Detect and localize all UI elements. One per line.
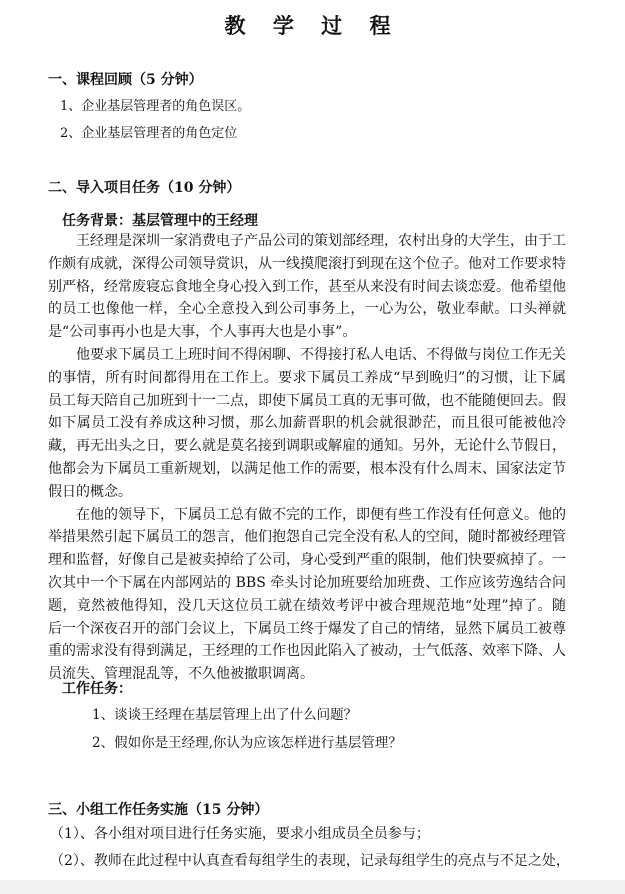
case-text bbox=[48, 230, 566, 686]
work-task-2: 2、假如你是王经理,你认为应该怎样进行基层管理？ bbox=[92, 735, 402, 751]
page-title: 教 学 过 程 bbox=[224, 13, 401, 38]
section3-item-2: （2）、教师在此过程中认真查看每组学生的表现，记录每组学生的亮点与不足之处， bbox=[50, 853, 570, 869]
section3-heading: 三、小组工作任务实施（15 分钟） bbox=[48, 802, 269, 818]
section2-heading: 二、导入项目任务（10 分钟） bbox=[48, 180, 241, 196]
work-task-1: 1、谈谈王经理在基层管理上出了什么问题？ bbox=[92, 707, 358, 723]
case-paragraph-1: 王经理是深圳一家消费电子产品公司的策划部经理，农村出身的大学生，由于工作颇有成就，深得公司领导赏识，从一线摸爬滚打到现在这个位子。他对工作要求特别严格，经常废寝忘食地全身心投入到工作，甚至从来没有时间去谈恋爱。他希望他的员工也像他一样，全心全意投入到公司事务上，一心为公，敬业奉献。口头禅就是“公司事再小也是大事，个人事再大也是小事”。 bbox=[48, 233, 566, 341]
section1-item-1: 1、企业基层管理者的角色误区。 bbox=[60, 99, 251, 114]
case-paragraph-3: 在他的领导下，下属员工总有做不完的工作，即便有些工作没有任何意义。他的举措果然引起下属员工的怨言，他们抱怨自己完全没有私人的空间，随时都被经理管理和监督，好像自己是被卖掉给了公司，身心受到严重的限制，他们快要疯掉了。一次其中一个下属在内部网站的 BBS 牵头讨论加班要给加班费、工作应该劳逸结合问题，竟然被他得知，没几天这位员工就在绩效考评中被合理规范地“处理”掉了。随后一个深夜召开的部门会议上，下属员工终于爆发了自己的情绪，显然下属员工被尊重的需求没有得到满足，王经理的工作也因此陷入了被动，士气低落、效率下降、人员流失、管理混乱等，不久他被撤职调离。 bbox=[48, 506, 566, 683]
case-paragraph-2: 他要求下属员工上班时间不得闲聊、不得接打私人电话、不得做与岗位工作无关的事情，所有时间都得用在工作上。要求下属员工养成“早到晚归”的习惯，让下属员工每天陪自己加班到十一二点，即使下属员工真的无事可做，也不能随便回去。假如下属员工没有养成这种习惯，那么加薪晋职的机会就很渺茫，而且很可能被他冷藏，再无出头之日，要么就是莫名接到调职或解雇的通知。另外，无论什么节假日，他都会为下属员工重新规划，以满足他工作的需要，根本没有什么周末、国家法定节假日的概念。 bbox=[48, 346, 566, 500]
section1-item-2: 2、企业基层管理者的角色定位 bbox=[60, 126, 238, 141]
page-bottom-edge bbox=[0, 880, 625, 894]
section3-item-1: （1）、各小组对项目进行任务实施，要求小组成员全员参与； bbox=[50, 826, 430, 842]
task-background-heading: 任务背景：基层管理中的王经理 bbox=[62, 213, 258, 229]
work-task-heading: 工作任务： bbox=[62, 681, 132, 697]
section1-heading: 一、课程回顾（5 分钟） bbox=[48, 72, 203, 88]
